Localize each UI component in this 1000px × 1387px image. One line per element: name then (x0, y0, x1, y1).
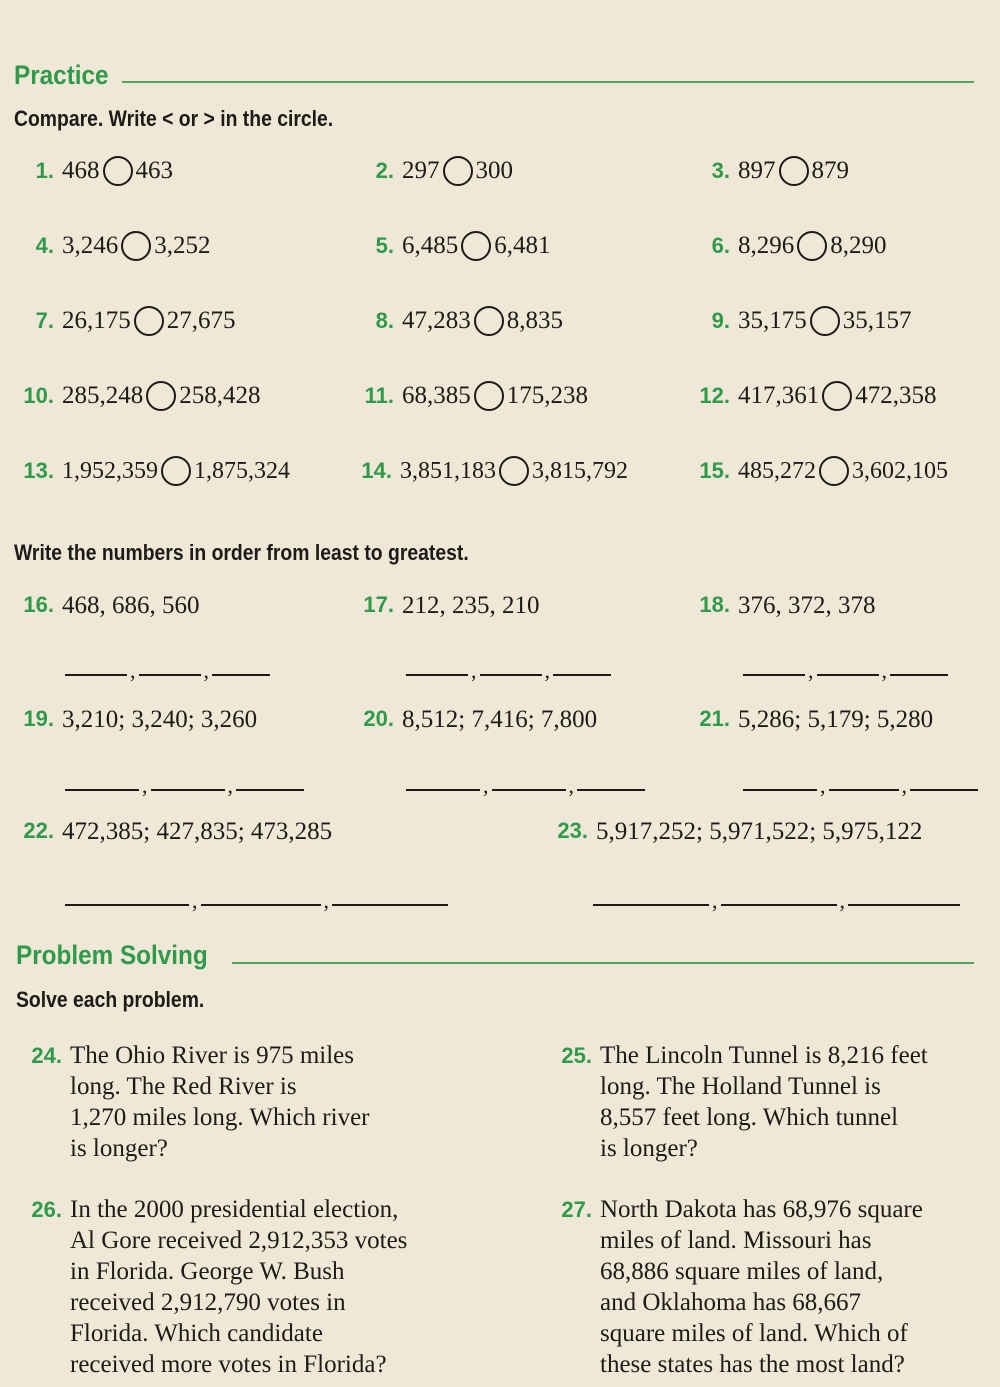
compare-right: 6,481 (494, 232, 551, 259)
separator: , (471, 658, 477, 683)
answer-blank[interactable] (65, 672, 127, 676)
problem-line: Al Gore received 2,912,353 votes (70, 1227, 408, 1254)
compare-left: 47,283 (402, 307, 471, 334)
compare-item (354, 306, 563, 336)
compare-left: 485,272 (738, 457, 816, 484)
compare-left: 6,485 (402, 232, 459, 259)
practice-rule (122, 81, 974, 83)
order-numbers: 472,385; 427,835; 473,285 (62, 818, 333, 845)
problem-line: long. The Red River is (70, 1073, 297, 1100)
compare-item (690, 156, 849, 186)
answer-circle[interactable] (121, 231, 151, 261)
order-instruction: Write the numbers in order from least to greatest. (14, 540, 469, 565)
answer-blank[interactable] (65, 787, 139, 791)
order-numbers: 3,210; 3,240; 3,260 (62, 706, 258, 733)
problem-line: In the 2000 presidential election, (70, 1196, 399, 1223)
compare-item (690, 381, 937, 411)
answer-blank[interactable] (406, 787, 480, 791)
word-problem (540, 1040, 990, 1164)
answer-circle[interactable] (779, 156, 809, 186)
order-item (14, 706, 257, 734)
item-number: 25. (561, 1043, 592, 1068)
solve-instruction: Solve each problem. (16, 987, 205, 1012)
answer-blanks (406, 765, 645, 798)
separator: , (839, 888, 845, 913)
compare-left: 26,175 (62, 307, 131, 334)
answer-blank[interactable] (139, 672, 201, 676)
compare-item (354, 231, 551, 261)
compare-left: 417,361 (738, 382, 820, 409)
answer-blank[interactable] (577, 787, 645, 791)
answer-circle[interactable] (499, 456, 529, 486)
problem-line: received 2,912,790 votes in (70, 1289, 346, 1316)
compare-item (14, 156, 173, 186)
item-number: 15. (699, 458, 730, 483)
problem-line: and Oklahoma has 68,667 (600, 1289, 862, 1316)
compare-item (14, 231, 211, 261)
answer-blank[interactable] (890, 672, 948, 676)
answer-circle[interactable] (474, 306, 504, 336)
order-numbers: 8,512; 7,416; 7,800 (402, 706, 598, 733)
answer-blank[interactable] (480, 672, 542, 676)
compare-left: 468 (62, 157, 100, 184)
separator: , (483, 773, 489, 798)
item-number: 20. (363, 706, 394, 731)
separator: , (192, 888, 198, 913)
separator: , (712, 888, 718, 913)
item-number: 4. (35, 233, 54, 258)
compare-right: 472,358 (855, 382, 937, 409)
order-item (354, 706, 597, 734)
item-number: 1. (35, 158, 54, 183)
item-number: 18. (699, 592, 730, 617)
problem-line: 1,270 miles long. Which river (70, 1104, 370, 1131)
item-number: 14. (361, 458, 392, 483)
answer-blank[interactable] (910, 787, 978, 791)
compare-left: 3,246 (62, 232, 119, 259)
answer-blank[interactable] (743, 787, 817, 791)
problem-line: is longer? (600, 1135, 698, 1162)
answer-blanks (65, 765, 304, 798)
compare-item (690, 306, 912, 336)
item-number: 22. (23, 818, 54, 843)
item-number: 27. (561, 1197, 592, 1222)
order-item (14, 592, 200, 620)
answer-blanks (65, 880, 448, 913)
order-item (690, 706, 933, 734)
answer-blank[interactable] (201, 902, 321, 906)
compare-right: 27,675 (166, 307, 236, 334)
answer-blank[interactable] (65, 902, 189, 906)
order-item (690, 592, 876, 620)
item-number: 6. (711, 233, 730, 258)
item-number: 11. (364, 383, 394, 408)
separator: , (130, 658, 136, 683)
answer-blank[interactable] (817, 672, 879, 676)
answer-blanks (65, 650, 270, 683)
answer-blank[interactable] (721, 902, 837, 906)
answer-blank[interactable] (743, 672, 805, 676)
problem-line: in Florida. George W. Bush (70, 1258, 345, 1285)
order-item (540, 818, 922, 846)
answer-blank[interactable] (829, 787, 899, 791)
item-number: 7. (35, 308, 54, 333)
problem-line: The Ohio River is 975 miles (70, 1042, 354, 1069)
answer-blank[interactable] (332, 902, 448, 906)
separator: , (881, 658, 887, 683)
problem-line: long. The Holland Tunnel is (600, 1073, 881, 1100)
separator: , (544, 658, 550, 683)
compare-item (352, 456, 628, 486)
problem-solving-rule (232, 962, 974, 964)
answer-circle[interactable] (810, 306, 840, 336)
separator: , (808, 658, 814, 683)
item-number: 24. (31, 1043, 62, 1068)
problem-solving-heading: Problem Solving (16, 940, 208, 970)
answer-circle[interactable] (146, 381, 176, 411)
separator: , (203, 658, 209, 683)
compare-right: 879 (811, 157, 849, 184)
answer-blanks (743, 765, 978, 798)
item-number: 12. (699, 383, 730, 408)
answer-blank[interactable] (553, 672, 611, 676)
compare-item (690, 231, 887, 261)
word-problem (540, 1194, 990, 1380)
compare-right: 300 (475, 157, 513, 184)
item-number: 9. (711, 308, 730, 333)
order-numbers: 468, 686, 560 (62, 592, 200, 619)
compare-left: 8,296 (738, 232, 795, 259)
word-problem (16, 1194, 516, 1380)
item-number: 3. (711, 158, 730, 183)
problem-line: square miles of land. Which of (600, 1320, 908, 1347)
answer-circle[interactable] (134, 306, 164, 336)
compare-item (14, 306, 236, 336)
answer-blank[interactable] (236, 787, 304, 791)
answer-circle[interactable] (474, 381, 504, 411)
answer-blank[interactable] (212, 672, 270, 676)
problem-line: 8,557 feet long. Which tunnel (600, 1104, 899, 1131)
item-number: 17. (363, 592, 394, 617)
answer-circle[interactable] (443, 156, 473, 186)
answer-circle[interactable] (822, 381, 852, 411)
answer-blank[interactable] (406, 672, 468, 676)
compare-left: 285,248 (62, 382, 144, 409)
compare-left: 1,952,359 (62, 457, 158, 484)
problem-line: miles of land. Missouri has (600, 1227, 872, 1254)
compare-left: 68,385 (402, 382, 471, 409)
order-numbers: 212, 235, 210 (402, 592, 540, 619)
problem-line: 68,886 square miles of land, (600, 1258, 884, 1285)
order-numbers: 5,286; 5,179; 5,280 (738, 706, 934, 733)
order-item (354, 592, 540, 620)
item-number: 26. (31, 1197, 62, 1222)
separator: , (323, 888, 329, 913)
answer-circle[interactable] (819, 456, 849, 486)
compare-item (14, 381, 261, 411)
compare-left: 297 (402, 157, 440, 184)
problem-line: Florida. Which candidate (70, 1320, 323, 1347)
separator: , (227, 773, 233, 798)
separator: , (142, 773, 148, 798)
answer-circle[interactable] (161, 456, 191, 486)
item-number: 2. (375, 158, 394, 183)
word-problem (16, 1040, 516, 1164)
compare-right: 1,875,324 (194, 457, 290, 484)
order-numbers: 5,917,252; 5,971,522; 5,975,122 (596, 818, 923, 845)
answer-blank[interactable] (151, 787, 225, 791)
compare-right: 35,157 (842, 307, 912, 334)
practice-heading: Practice (14, 60, 109, 90)
answer-blanks (593, 880, 960, 913)
answer-circle[interactable] (797, 231, 827, 261)
answer-circle[interactable] (461, 231, 491, 261)
item-number: 5. (375, 233, 394, 258)
compare-right: 8,835 (506, 307, 563, 334)
answer-blank[interactable] (848, 902, 960, 906)
answer-blanks (406, 650, 611, 683)
compare-right: 463 (135, 157, 173, 184)
compare-item (354, 381, 588, 411)
compare-right: 3,602,105 (852, 457, 948, 484)
item-number: 10. (23, 383, 54, 408)
compare-right: 3,815,792 (532, 457, 628, 484)
item-number: 13. (23, 458, 54, 483)
order-numbers: 376, 372, 378 (738, 592, 876, 619)
answer-circle[interactable] (103, 156, 133, 186)
item-number: 8. (375, 308, 394, 333)
compare-instruction: Compare. Write < or > in the circle. (14, 106, 334, 131)
problem-line: received more votes in Florida? (70, 1351, 387, 1378)
compare-item (690, 456, 948, 486)
separator: , (568, 773, 574, 798)
order-item (14, 818, 332, 846)
compare-left: 35,175 (738, 307, 807, 334)
separator: , (820, 773, 826, 798)
compare-item (354, 156, 513, 186)
problem-line: these states has the most land? (600, 1351, 905, 1378)
answer-blank[interactable] (492, 787, 566, 791)
problem-line: is longer? (70, 1135, 168, 1162)
answer-blank[interactable] (593, 902, 709, 906)
problem-line: North Dakota has 68,976 square (600, 1196, 923, 1223)
item-number: 16. (23, 592, 54, 617)
compare-right: 175,238 (506, 382, 588, 409)
compare-right: 8,290 (830, 232, 887, 259)
compare-right: 3,252 (154, 232, 211, 259)
item-number: 21. (699, 706, 730, 731)
compare-left: 3,851,183 (400, 457, 496, 484)
compare-right: 258,428 (179, 382, 261, 409)
compare-item (14, 456, 290, 486)
item-number: 19. (23, 706, 54, 731)
problem-line: The Lincoln Tunnel is 8,216 feet (600, 1042, 928, 1069)
separator: , (901, 773, 907, 798)
answer-blanks (743, 650, 948, 683)
compare-left: 897 (738, 157, 776, 184)
item-number: 23. (557, 818, 588, 843)
